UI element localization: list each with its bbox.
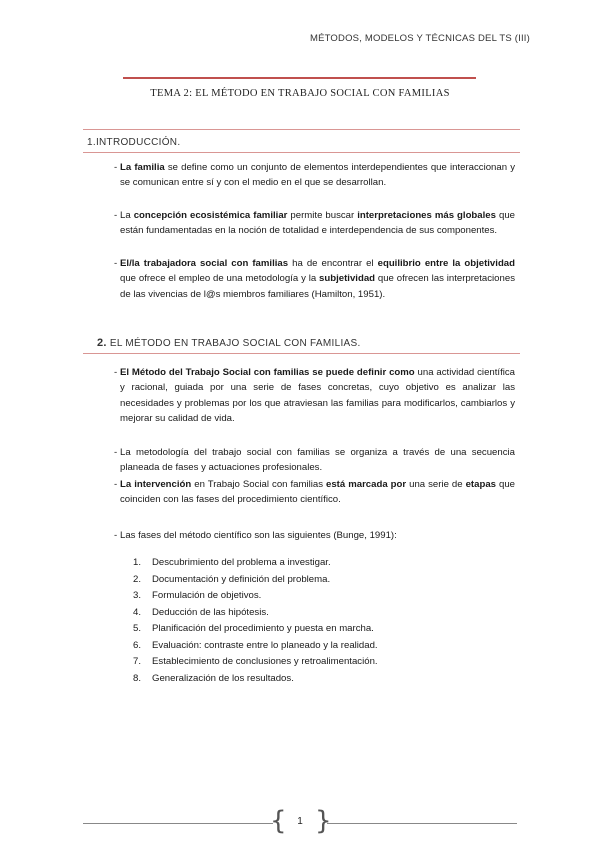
- list-item: [133, 605, 378, 622]
- section-2-bullet-3: [114, 477, 516, 508]
- running-header: MÉTODOS, MODELOS Y TÉCNICAS DEL TS (III): [309, 33, 530, 44]
- list-number: 1.: [133, 557, 142, 568]
- list-item: [133, 638, 378, 655]
- list-number: 6.: [133, 639, 142, 651]
- list-item: [133, 555, 378, 572]
- bold-term: interpretaciones más globales: [357, 210, 496, 221]
- bold-term: está marcada por: [326, 479, 407, 490]
- bullet-dash: -: [114, 530, 118, 541]
- bold-term: concepción ecosistémica familiar: [133, 210, 288, 221]
- bullet-dash: -: [114, 479, 118, 490]
- section-1-top-rule: [83, 129, 520, 130]
- bullet-text: en Trabajo Social con familias: [191, 479, 326, 490]
- list-number: 5.: [133, 623, 142, 634]
- bullet-dash: -: [114, 210, 118, 221]
- list-label: Deducción de las hipótesis.: [152, 606, 269, 618]
- bold-term: El/la trabajadora social con familias: [120, 258, 289, 269]
- list-number: 3.: [133, 590, 142, 601]
- section-2-number: 2.: [97, 337, 107, 349]
- page-number: 1: [297, 816, 303, 827]
- bold-term: etapas: [465, 479, 496, 490]
- footer-left-bracket: {: [270, 806, 287, 836]
- list-label: Formulación de objetivos.: [152, 590, 262, 601]
- section-2-bullet-2: [114, 445, 515, 476]
- bold-term: La familia: [120, 162, 165, 173]
- list-label: Descubrimiento del problema a investigar.: [152, 557, 331, 568]
- bullet-text: una serie de: [406, 479, 466, 490]
- phases-intro: [114, 528, 515, 543]
- bullet-text: que están fundamentadas en la noción de totalidad e interdependencia de sus componentes.: [120, 210, 515, 237]
- bullet-text: una actividad científica y racional, guiada por una serie de fases concretas, cuyo objetivo es analizar las necesidades y problemas por los que atraviesan las familias para modificarlos, cambiarlos y mejorar su calidad de vida.: [120, 367, 515, 424]
- bullet-text: Las fases del método científico son las siguientes (Bunge, 1991):: [120, 530, 397, 541]
- section-1-heading: 1.INTRODUCCIÓN.: [87, 137, 181, 148]
- list-label: Planificación del procedimiento y puesta en marcha.: [152, 623, 374, 634]
- bullet-text: La metodología del trabajo social con familias se organiza a través de una secuencia planeada de fases y actuaciones profesionales.: [120, 447, 515, 474]
- bullet-text: que ofrecen las interpretaciones de las vivencias de l@s miembros familiares (Hamilton, 1951).: [120, 273, 515, 300]
- list-item: [133, 588, 378, 605]
- list-label: Generalización de los resultados.: [152, 672, 294, 684]
- list-number: 2.: [133, 573, 142, 585]
- list-label: Evaluación: contraste entre lo planeado y la realidad.: [152, 639, 378, 651]
- list-item: [133, 572, 378, 589]
- section-2-rule: [83, 353, 520, 354]
- section-1-bullet-2: [114, 208, 515, 239]
- section-1-bullet-1: [114, 160, 515, 191]
- bullet-text: permite buscar: [287, 210, 358, 221]
- section-2-heading: [97, 337, 361, 349]
- section-1-bullet-3: [114, 256, 515, 302]
- bullet-text: se define como un conjunto de elementos interdependientes que interaccionan y se comunican entre sí y con el medio en el que se desarrollan.: [120, 162, 515, 189]
- list-item: [133, 654, 378, 671]
- footer-right-bracket: }: [315, 806, 332, 836]
- list-number: 8.: [133, 672, 142, 684]
- section-2-bullet-1: [114, 365, 515, 426]
- section-1-bottom-rule: [83, 152, 520, 153]
- bold-term: El Método del Trabajo Social con familias se puede definir como: [120, 367, 415, 378]
- phases-list: [133, 555, 378, 687]
- bold-term: equilibrio entre la objetividad: [377, 258, 515, 269]
- section-2-title: EL MÉTODO EN TRABAJO SOCIAL CON FAMILIAS.: [106, 338, 361, 349]
- bullet-dash: -: [114, 367, 118, 378]
- list-number: 4.: [133, 606, 142, 618]
- document-title: TEMA 2: EL MÉTODO EN TRABAJO SOCIAL CON FAMILIAS: [150, 88, 450, 99]
- list-label: Documentación y definición del problema.: [152, 573, 331, 585]
- bullet-dash: -: [114, 258, 118, 269]
- list-number: 7.: [133, 656, 142, 667]
- bold-term: La intervención: [120, 479, 192, 490]
- bullet-text: ha de encontrar el: [288, 258, 378, 269]
- title-divider: [123, 77, 476, 79]
- bullet-dash: -: [114, 162, 118, 173]
- list-item: [133, 621, 378, 638]
- bullet-text: La: [120, 210, 134, 221]
- bullet-text: que ofrece el empleo de una metodología y la: [120, 273, 320, 285]
- bold-term: subjetividad: [319, 273, 376, 285]
- footer-left-line: [83, 823, 273, 824]
- bullet-text: que coinciden con las fases del procedimiento científico.: [120, 479, 516, 506]
- list-label: Establecimiento de conclusiones y retroalimentación.: [152, 656, 378, 667]
- list-item: [133, 671, 378, 688]
- footer-right-line: [327, 823, 517, 824]
- bullet-dash: -: [114, 447, 118, 458]
